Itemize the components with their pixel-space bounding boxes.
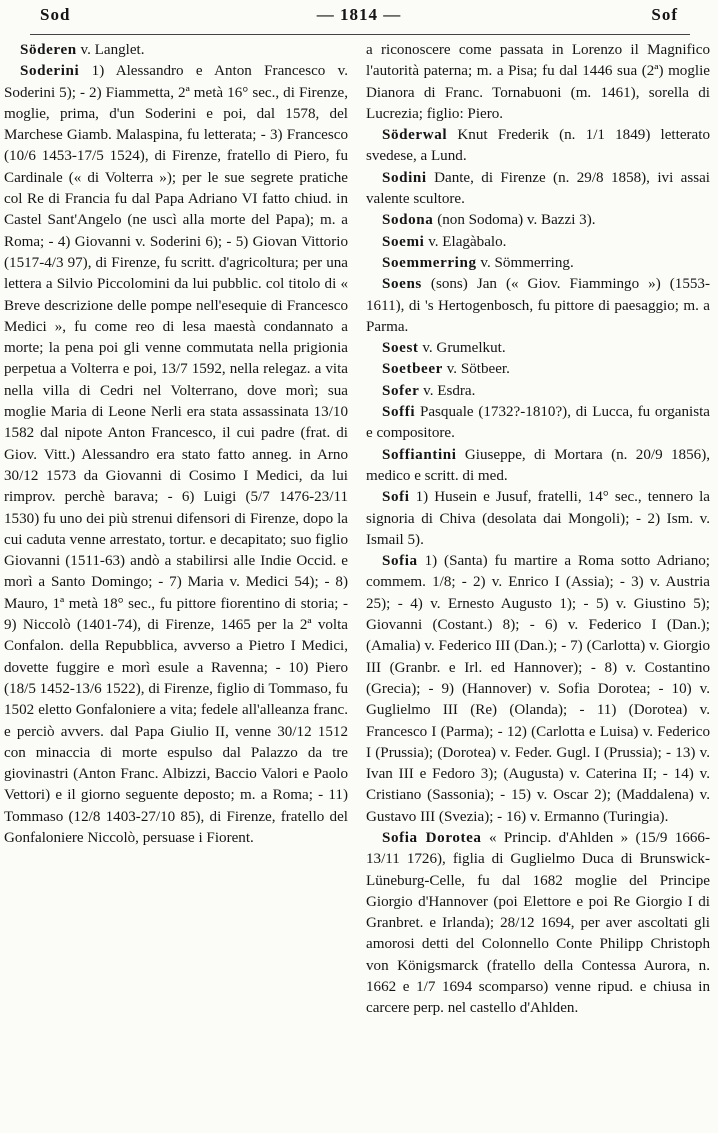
entry-text: v. Sötbeer. <box>442 361 510 378</box>
page-number: — 1814 — <box>316 5 402 24</box>
dictionary-entry <box>366 828 710 1020</box>
entry-text: a riconoscere come passata in Lorenzo il Magnifico l'autorità paterna; m. a Pisa; fu dal 1446 sua (2ª) moglie Dianora di Franc. Tornabuoni (m. 1461), sorella di Lucrezia; figlio: Piero. <box>366 42 710 122</box>
entry-text: Giuseppe, di Mortara (n. 20/9 1856), medico e scritt. di med. <box>366 446 710 484</box>
dictionary-entry <box>366 125 710 168</box>
entry-text: Dante, di Firenze (n. 29/8 1858), ivi assai valente scultore. <box>366 169 710 208</box>
dictionary-entry <box>366 274 710 338</box>
dictionary-entry <box>366 40 710 125</box>
dictionary-entry <box>366 487 710 551</box>
entry-headword: Soemi <box>382 233 425 250</box>
entry-text: Pasquale (1732?-1810?), di Lucca, fu organista e compositore. <box>366 404 710 442</box>
entry-text: v. Elagàbalo. <box>424 233 507 250</box>
header-rule <box>30 34 690 35</box>
entry-headword: Sofia <box>382 553 418 570</box>
dictionary-entry <box>366 253 710 274</box>
header-right-guideword: Sof <box>651 5 678 24</box>
dictionary-entry <box>366 551 710 828</box>
entry-text: « Princip. d'Ahlden » (15/9 1666-13/11 1726), figlia di Guglielmo Duca di Brunswick-Lüneburg-Celle, fu dal 1682 moglie del Principe Giorgio d'Hannover (poi Elettore e poi Re Giorgio I di Granbret. e Irlanda); 28/12 1694, per aver ascoltati gli amorosi detti del Colonnello Conte Philipp Christoph von Königsmarck (fratello della Contessa Aurora, n. 1662 e 1/7 1694 scomparso) venne ripud. e chiusa in carcere perp. nel castello d'Ahlden. <box>366 829 710 1017</box>
entry-headword: Sodona <box>382 212 434 229</box>
dictionary-entry <box>4 40 348 61</box>
entry-headword: Soderini <box>20 63 80 80</box>
entry-headword: Soens <box>382 276 422 293</box>
entry-headword: Sofi <box>382 489 410 506</box>
entry-headword: Soffiantini <box>382 446 457 463</box>
entry-headword: Soffi <box>382 404 416 421</box>
dictionary-entry <box>4 61 348 849</box>
header-left-guideword: Sod <box>40 5 71 24</box>
entry-text: (sons) Jan (« Giov. Fiammingo ») (1553-1611), di 's Hertogenbosch, fu pittore di paesaggio; m. a Parma. <box>366 276 710 335</box>
entry-text: 1) Alessandro e Anton Francesco v. Soderini 5); - 2) Fiammetta, 2ª metà 16° sec., di Firenze, moglie, prima, d'un Soderini e poi, dal 1578, del Marchese Giamb. Malaspina, fu letterata; - 3) Francesco (10/6 1453-17/5 1524), di Firenze, fratello di Piero, fu Cardinale (« di Volterra »); per le sue segrete pratiche col Re di Francia fu dal Papa Adriano VI fatto chiud. in Castel Sant'Angelo (ne uscì alla morte del Papa); m. a Roma; - 4) Giovanni v. Soderini 6); - 5) Giovan Vittorio (1517-4/3 97), di Firenze, fu scritt. d'agricoltura; per una lettera a Silvio Piccolomini da lui pubblic. col titolo di « Breve descrizione delle pompe nell'esequie di Francesco Medici », fu come reo di lesa maestà condannato a morte; la pena poi gli venne commutata nella prigionia perpetua a Volterra e poi, 13/7 1592, nella relegaz. a vita nella villa di Cedri nel Volterrano, dove morì; sua moglie Maria di Leone Nerli era stata assassinata 13/10 1582 dal nipote Anton Francesco, il cui padre (frat. di Giov. Vitt.) Alessandro era stato fatto anneg. in Arno 30/12 1573 da Giovanni di Cosimo I Medici, da lui rimprov. perchè barava; - 6) Luigi (5/7 1476-23/11 1530) fu uno dei più strenui difensori di Firenze, dopo la cui caduta venne arrestato, tortur. e decapitato; suo figlio Giovanni (1511-63) andò a stabilirsi alle Indie Occid. e morì a Santo Domingo; - 7) Maria v. Medici 54); - 8) Mauro, 1ª metà 18° sec., fu pittore fiorentino di storia; - 9) Niccolò (1401-74), di Firenze, 1465 per la 2ª volta Confalon. della Repubblica, avverso a Pietro I Medici, dovette fuggire e morì esule a Ravenna; - 10) Piero (18/5 1452-13/6 1522), di Firenze, figlio di Tommaso, fu 1502 eletto Gonfaloniere a vita; fedele all'alleanza franc. e perciò avvers. dal Papa Giulio II, venne 30/12 1512 con minaccia di morte espulso dal Palazzo da tre giovinastri (Anton Franc. Albizzi, Baccio Valori e Paolo Vettori) e il giorno seguente deposto; m. a Roma; - 11) Tommaso (12/8 1403-27/10 85), di Firenze, fratello del Gonfaloniere Niccolò, persuase i Fiorent. <box>4 63 348 846</box>
entry-text: v. Esdra. <box>419 382 476 399</box>
dictionary-entry <box>366 168 710 211</box>
entry-headword: Soemmerring <box>382 254 477 271</box>
dictionary-entry <box>366 210 710 231</box>
entry-headword: Söderen <box>20 42 77 58</box>
dictionary-entry <box>366 402 710 445</box>
right-column <box>366 40 710 1020</box>
dictionary-entry <box>366 445 710 488</box>
entry-headword: Sodini <box>382 169 427 186</box>
entry-text: Knut Frederik (n. 1/1 1849) letterato svedese, a Lund. <box>366 127 710 165</box>
entry-text: (non Sodoma) v. Bazzi 3). <box>433 212 596 229</box>
dictionary-entry <box>366 232 710 253</box>
dictionary-entry <box>366 359 710 380</box>
dictionary-entry <box>366 338 710 359</box>
entry-text: 1) Husein e Jusuf, fratelli, 14° sec., tennero la signoria di Chiva (desolata dai Mongoli); - 2) Ism. v. Ismail 5). <box>366 489 710 548</box>
entry-headword: Soetbeer <box>382 361 443 378</box>
page-header <box>0 2 718 36</box>
entry-text: v. Grumelkut. <box>418 340 506 357</box>
entry-headword: Söderwal <box>382 127 448 144</box>
entry-headword: Sofia Dorotea <box>382 829 482 846</box>
entry-text: 1) (Santa) fu martire a Roma sotto Adriano; commem. 1/8; - 2) v. Enrico I (Assia); - 3) v. Austria 25); - 4) v. Ernesto Augusto 1); - 5) v. Giustino 5); Giovanni (Costant.) 8); - 6) v. Federico I (Dan.); (Amalia) v. Federico III (Dan.); - 7) (Carlotta) v. Giorgio III (Granbr. e Irl. ed Hannover); - 8) v. Costantino (Grecia); - 9) (Hannover) v. Sofia Dorotea; - 10) v. Guglielmo III (Re) (Olanda); - 11) (Dorotea) v. Francesco I (Parma); - 12) (Carlotta e Luisa) v. Federico I (Prussia); (Dorotea) v. Feder. Gugl. I (Prussia); - 13) v. Ivan III e Fedoro 3); (Augusta) v. Caterina II; - 14) v. Cristiano (Sassonia); - 15) v. Oscar 2); (Maddalena) v. Gustavo III (Svezia); - 16) v. Ermanno (Turingia). <box>366 553 710 825</box>
entry-headword: Sofer <box>382 382 420 399</box>
entry-headword: Soest <box>382 340 419 357</box>
left-column <box>4 40 348 849</box>
entry-text: v. Sömmerring. <box>476 254 574 271</box>
entry-text: v. Langlet. <box>76 42 145 58</box>
dictionary-entry <box>366 381 710 402</box>
